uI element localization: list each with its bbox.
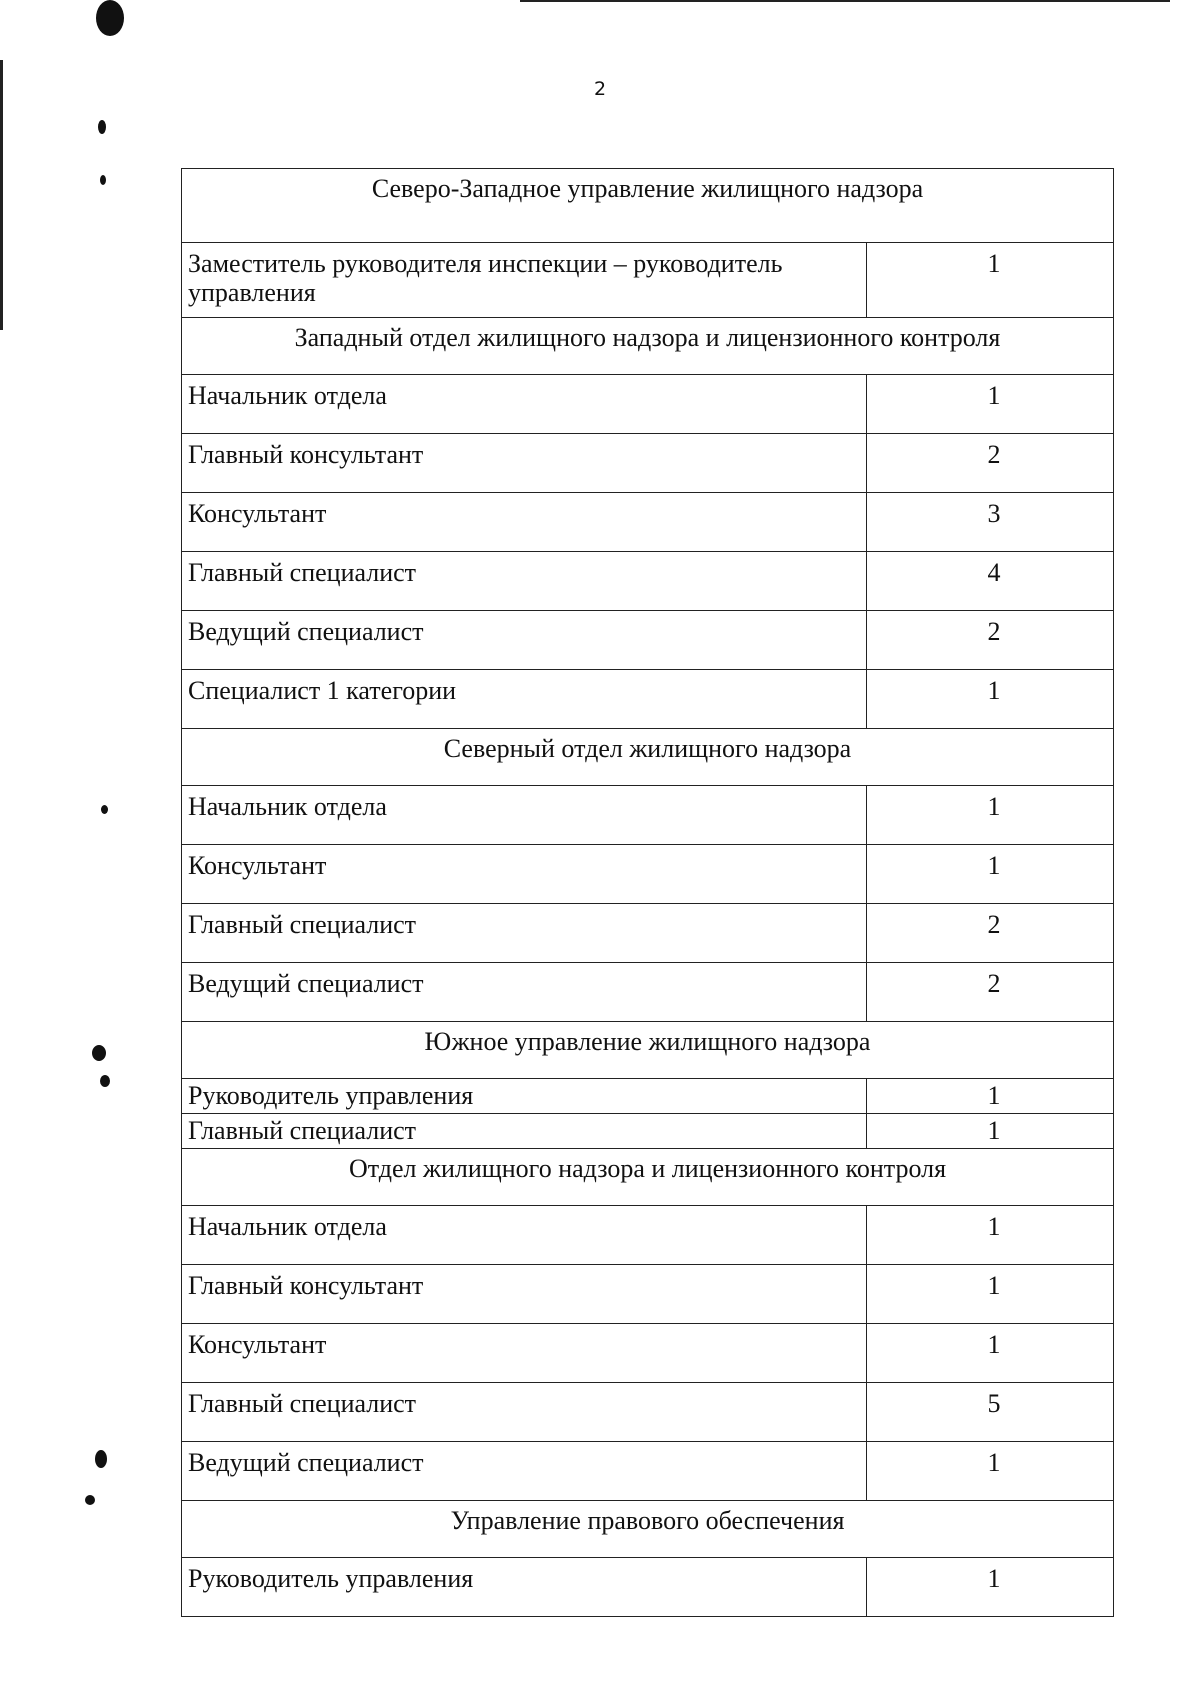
position-count: 1 <box>867 670 1114 729</box>
position-title: Консультант <box>182 845 867 904</box>
section-title: Отдел жилищного надзора и лицензионного контроля <box>182 1149 1114 1206</box>
position-title: Начальник отдела <box>182 375 867 434</box>
scan-blot <box>96 0 124 36</box>
position-title: Главный специалист <box>182 1383 867 1442</box>
position-count: 1 <box>867 786 1114 845</box>
position-title: Начальник отдела <box>182 1206 867 1265</box>
position-title: Главный консультант <box>182 434 867 493</box>
position-count: 2 <box>867 434 1114 493</box>
position-count: 1 <box>867 1324 1114 1383</box>
scan-left-edge <box>0 60 3 330</box>
table-row <box>182 904 1114 963</box>
position-title: Главный специалист <box>182 904 867 963</box>
table-row <box>182 670 1114 729</box>
position-title: Ведущий специалист <box>182 963 867 1022</box>
table-row <box>182 1206 1114 1265</box>
position-count: 2 <box>867 963 1114 1022</box>
position-count: 4 <box>867 552 1114 611</box>
position-count: 3 <box>867 493 1114 552</box>
table-row <box>182 1114 1114 1149</box>
position-count: 1 <box>867 1114 1114 1149</box>
position-title: Руководитель управления <box>182 1558 867 1617</box>
section-row <box>182 318 1114 375</box>
section-title: Северо-Западное управление жилищного надзора <box>182 169 1114 243</box>
position-count: 5 <box>867 1383 1114 1442</box>
position-count: 1 <box>867 243 1114 318</box>
scan-speckle <box>101 805 108 814</box>
position-title: Руководитель управления <box>182 1079 867 1114</box>
table-row <box>182 1383 1114 1442</box>
scan-speckle <box>98 120 106 134</box>
table-row <box>182 1558 1114 1617</box>
section-title: Северный отдел жилищного надзора <box>182 729 1114 786</box>
position-count: 1 <box>867 845 1114 904</box>
table-row <box>182 1079 1114 1114</box>
position-title: Ведущий специалист <box>182 1442 867 1501</box>
table-row <box>182 552 1114 611</box>
position-count: 1 <box>867 1558 1114 1617</box>
table-row <box>182 1265 1114 1324</box>
table-row <box>182 786 1114 845</box>
section-row <box>182 1022 1114 1079</box>
scan-speckle <box>100 175 106 185</box>
page-number: 2 <box>593 78 607 100</box>
position-title: Специалист 1 категории <box>182 670 867 729</box>
position-title: Ведущий специалист <box>182 611 867 670</box>
table-row <box>182 963 1114 1022</box>
section-title: Южное управление жилищного надзора <box>182 1022 1114 1079</box>
position-count: 1 <box>867 1206 1114 1265</box>
position-count: 1 <box>867 1265 1114 1324</box>
scan-speckle <box>92 1045 106 1061</box>
position-count: 1 <box>867 375 1114 434</box>
table-row <box>182 845 1114 904</box>
table-row <box>182 611 1114 670</box>
staff-table <box>181 168 1114 1617</box>
position-title: Заместитель руководителя инспекции – руководитель управления <box>182 243 867 318</box>
section-row <box>182 1501 1114 1558</box>
position-title: Главный специалист <box>182 1114 867 1149</box>
table-row <box>182 1324 1114 1383</box>
table-row <box>182 1442 1114 1501</box>
scan-edge-line <box>520 0 1170 2</box>
table-row <box>182 243 1114 318</box>
position-count: 1 <box>867 1079 1114 1114</box>
position-count: 2 <box>867 611 1114 670</box>
position-title: Консультант <box>182 1324 867 1383</box>
position-title: Консультант <box>182 493 867 552</box>
table-row <box>182 434 1114 493</box>
position-count: 1 <box>867 1442 1114 1501</box>
section-row <box>182 1149 1114 1206</box>
section-row <box>182 729 1114 786</box>
section-row <box>182 169 1114 243</box>
position-title: Главный консультант <box>182 1265 867 1324</box>
scan-speckle <box>95 1450 107 1468</box>
table-row <box>182 493 1114 552</box>
position-count: 2 <box>867 904 1114 963</box>
position-title: Главный специалист <box>182 552 867 611</box>
position-title: Начальник отдела <box>182 786 867 845</box>
scan-speckle <box>85 1495 95 1505</box>
section-title: Управление правового обеспечения <box>182 1501 1114 1558</box>
section-title: Западный отдел жилищного надзора и лицензионного контроля <box>182 318 1114 375</box>
scan-speckle <box>100 1075 110 1087</box>
table-row <box>182 375 1114 434</box>
